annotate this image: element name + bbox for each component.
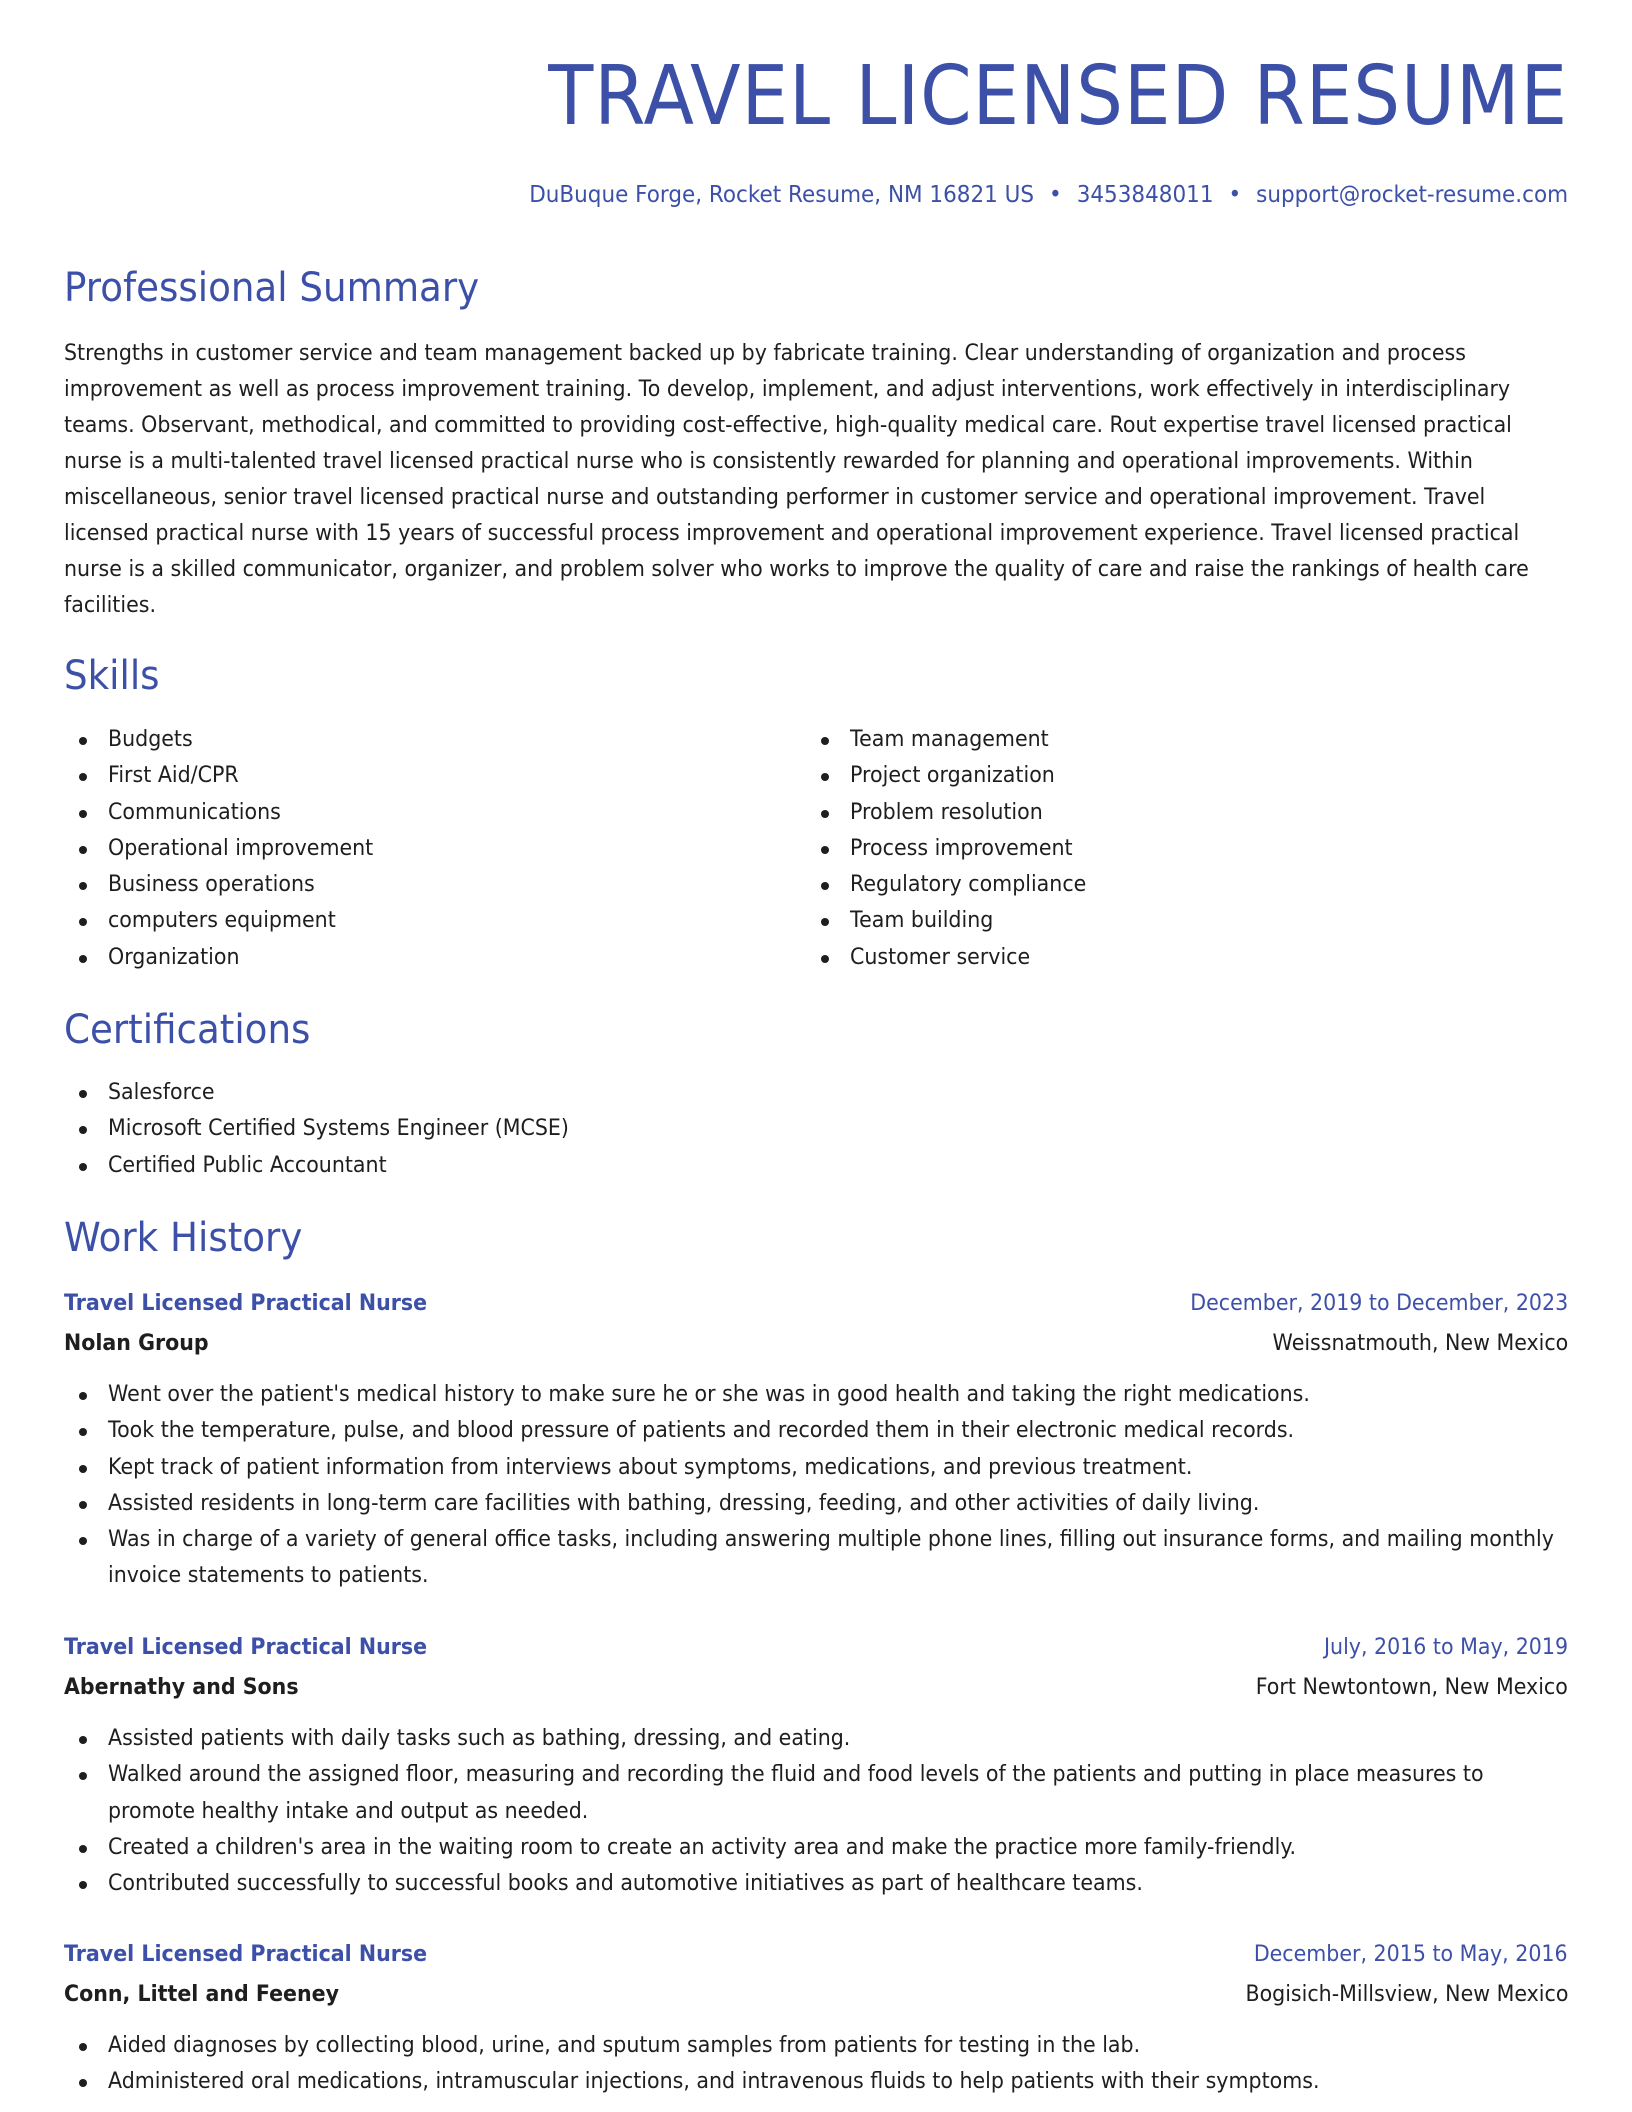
duty-item: Assisted patients with daily tasks such as bathing, dressing, and eating.	[64, 1721, 1568, 1757]
certification-item: Certified Public Accountant	[64, 1148, 601, 1184]
job-location: Fort Newtontown, New Mexico	[1255, 1675, 1568, 1700]
skill-item: Business operations	[64, 867, 392, 903]
job-company: Nolan Group	[64, 1331, 209, 1356]
job-title: Travel Licensed Practical Nurse	[64, 1942, 428, 1967]
contact-address: DuBuque Forge, Rocket Resume, NM 16821 US	[529, 182, 1035, 208]
skill-item: Project organization	[806, 758, 1103, 794]
job-title-row	[64, 1935, 1568, 1975]
skill-item: Team building	[806, 903, 1103, 939]
job-company-row	[64, 1975, 1568, 2015]
duty-item: Assisted residents in long-term care facilities with bathing, dressing, feeding, and other activities of daily living.	[64, 1486, 1568, 1522]
duty-item: Aided diagnoses by collecting blood, urine, and sputum samples from patients for testing in the lab.	[64, 2028, 1568, 2064]
job-company-row	[64, 1668, 1568, 1708]
duty-item: Contributed successfully to successful books and automotive initiatives as part of healthcare teams.	[64, 1866, 1568, 1902]
job-company-row	[64, 1324, 1568, 1364]
skill-item: Budgets	[64, 722, 392, 758]
skill-item: Team management	[806, 722, 1103, 758]
contact-separator: •	[1228, 182, 1242, 208]
duty-item: Took the temperature, pulse, and blood pressure of patients and recorded them in their electronic medical records.	[64, 1413, 1568, 1449]
job-dates: December, 2015 to May, 2016	[1254, 1942, 1568, 1967]
job-entry	[64, 1284, 1568, 1595]
job-company: Conn, Littel and Feeney	[64, 1982, 340, 2007]
job-title-row	[64, 1284, 1568, 1324]
work-history-heading: Work History	[64, 1215, 303, 1261]
job-location: Bogisich-Millsview, New Mexico	[1245, 1982, 1568, 2007]
skill-item: Problem resolution	[806, 795, 1103, 831]
job-dates: December, 2019 to December, 2023	[1190, 1291, 1568, 1316]
job-location: Weissnatmouth, New Mexico	[1272, 1331, 1568, 1356]
contact-line	[529, 182, 1568, 208]
duty-item: Was in charge of a variety of general office tasks, including answering multiple phone lines, filling out insurance forms, and mailing monthly invoice statements to patients.	[64, 1522, 1568, 1595]
job-entry	[64, 1935, 1568, 2101]
job-duties	[64, 2028, 1568, 2101]
skills-list-right	[806, 722, 1103, 976]
skill-item: Regulatory compliance	[806, 867, 1103, 903]
certification-item: Salesforce	[64, 1075, 601, 1111]
skill-item: Communications	[64, 795, 392, 831]
duty-item: Administered oral medications, intramuscular injections, and intravenous fluids to help patients with their symptoms.	[64, 2064, 1568, 2100]
certifications-list	[64, 1075, 601, 1184]
duty-item: Went over the patient's medical history to make sure he or she was in good health and taking the right medications.	[64, 1377, 1568, 1413]
skill-item: Process improvement	[806, 831, 1103, 867]
skills-heading: Skills	[64, 653, 160, 699]
resume-title: TRAVEL LICENSED RESUME	[548, 49, 1568, 144]
job-entry	[64, 1628, 1568, 1902]
duty-item: Created a children's area in the waiting room to create an activity area and make the practice more family-friendly.	[64, 1830, 1568, 1866]
skill-item: Organization	[64, 940, 392, 976]
job-company: Abernathy and Sons	[64, 1675, 299, 1700]
contact-email[interactable]: support@rocket-resume.com	[1256, 182, 1568, 208]
contact-phone[interactable]: 3453848011	[1076, 182, 1214, 208]
job-duties	[64, 1377, 1568, 1595]
summary-text: Strengths in customer service and team management backed up by fabricate training. Clear understanding of organization and process improvement as well as process improvement training. To develop, implement, and adjust interventions, work effectively in interdisciplinary teams. Observant, methodical, and committed to providing cost-effective, high-quality medical care. Rout expertise travel licensed practical nurse is a multi-talented travel licensed practical nurse who is consistently rewarded for planning and operational improvements. Within miscellaneous, senior travel licensed practical nurse and outstanding performer in customer service and operational improvement. Travel licensed practical nurse with 15 years of successful process improvement and operational improvement experience. Travel licensed practical nurse is a skilled communicator, organizer, and problem solver who works to improve the quality of care and raise the rankings of health care facilities.	[64, 341, 1529, 618]
job-title: Travel Licensed Practical Nurse	[64, 1291, 428, 1316]
duty-item: Kept track of patient information from interviews about symptoms, medications, and previous treatment.	[64, 1450, 1568, 1486]
skill-item: Customer service	[806, 940, 1103, 976]
duty-item: Walked around the assigned floor, measuring and recording the fluid and food levels of the patients and putting in place measures to promote healthy intake and output as needed.	[64, 1757, 1568, 1830]
job-dates: July, 2016 to May, 2019	[1323, 1635, 1568, 1660]
skill-item: Operational improvement	[64, 831, 392, 867]
skill-item: computers equipment	[64, 903, 392, 939]
certifications-heading: Certifications	[64, 1007, 311, 1053]
job-title: Travel Licensed Practical Nurse	[64, 1635, 428, 1660]
skills-list-left	[64, 722, 392, 976]
certification-item: Microsoft Certified Systems Engineer (MCSE)	[64, 1111, 601, 1147]
skill-item: First Aid/CPR	[64, 758, 392, 794]
summary-heading: Professional Summary	[64, 265, 480, 311]
contact-separator: •	[1048, 182, 1062, 208]
job-duties	[64, 1721, 1568, 1902]
job-title-row	[64, 1628, 1568, 1668]
